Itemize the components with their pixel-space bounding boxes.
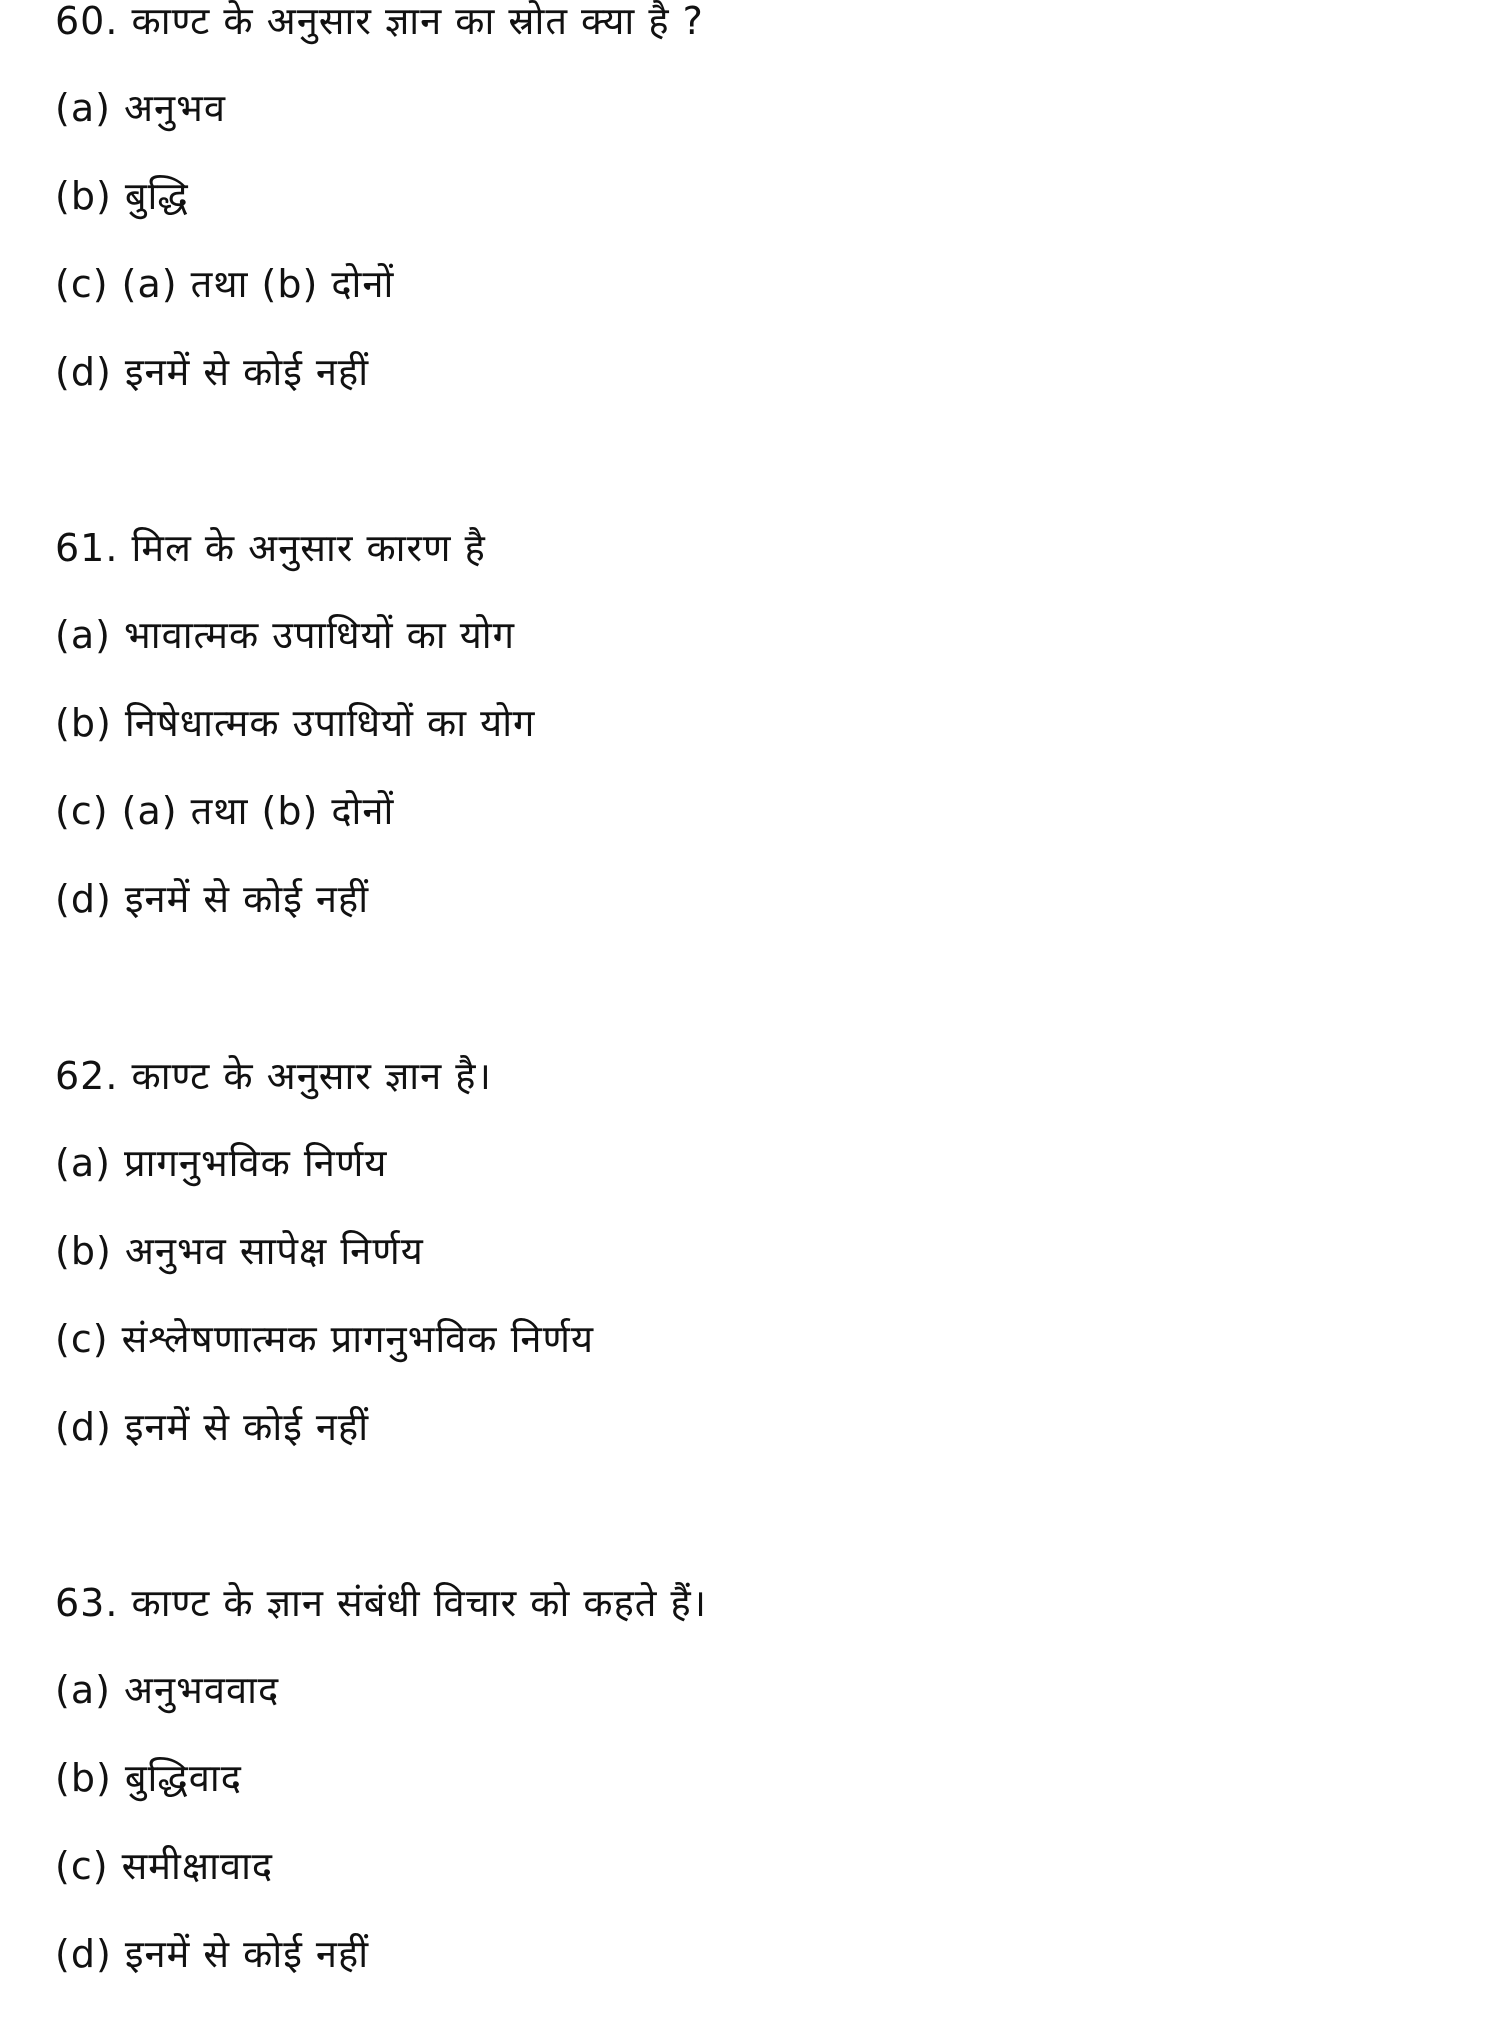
option-a: (a) अनुभववाद (55, 1668, 280, 1712)
option-c: (c) (a) तथा (b) दोनों (55, 262, 395, 306)
question-text: 62. काण्ट के अनुसार ज्ञान है। (55, 1054, 492, 1098)
option-a: (a) प्रागनुभविक निर्णय (55, 1141, 388, 1185)
option-c: (c) संश्लेषणात्मक प्रागनुभविक निर्णय (55, 1317, 595, 1361)
question-60 (55, 0, 1455, 416)
option-b: (b) अनुभव सापेक्ष निर्णय (55, 1229, 424, 1273)
option-b: (b) बुद्धिवाद (55, 1756, 242, 1800)
option-d: (d) इनमें से कोई नहीं (55, 1932, 370, 1976)
option-b: (b) निषेधात्मक उपाधियों का योग (55, 701, 536, 745)
option-a: (a) अनुभव (55, 86, 226, 130)
option-b: (b) बुद्धि (55, 174, 189, 218)
question-62 (55, 1033, 1455, 1471)
option-d: (d) इनमें से कोई नहीं (55, 877, 370, 921)
option-a: (a) भावात्मक उपाधियों का योग (55, 613, 516, 657)
option-d: (d) इनमें से कोई नहीं (55, 1405, 370, 1449)
question-text: 61. मिल के अनुसार कारण है (55, 526, 486, 570)
option-c: (c) समीक्षावाद (55, 1844, 274, 1888)
question-text: 60. काण्ट के अनुसार ज्ञान का स्रोत क्या है ? (55, 0, 704, 43)
option-c: (c) (a) तथा (b) दोनों (55, 789, 395, 833)
question-61 (55, 505, 1455, 943)
option-d: (d) इनमें से कोई नहीं (55, 350, 370, 394)
question-63 (55, 1560, 1455, 1998)
question-text: 63. काण्ट के ज्ञान संबंधी विचार को कहते हैं। (55, 1581, 708, 1625)
